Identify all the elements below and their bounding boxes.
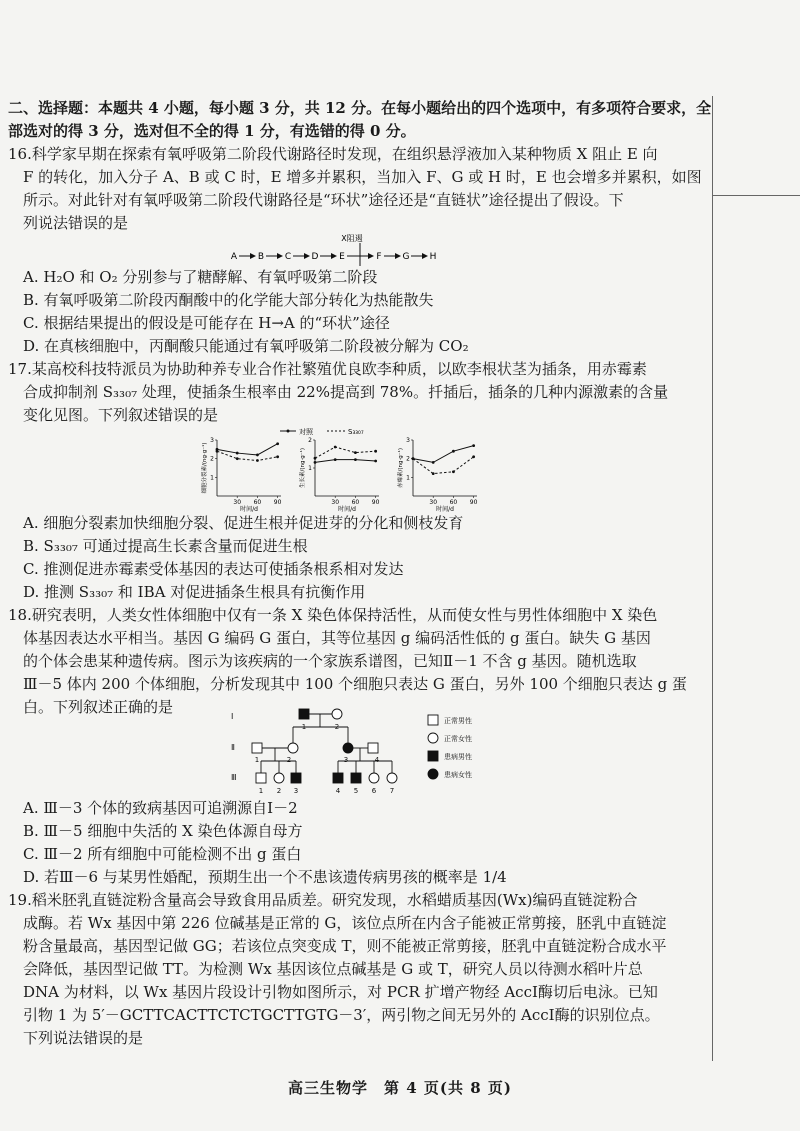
pathway-node: F [376,252,382,262]
individual-number: 2 [276,787,282,795]
pedigree-normal-female [332,709,342,719]
q17-option-b: B. S₃₃₀₇ 可通过提高生长素含量而促进生根 [23,537,308,555]
series-line-s3307 [315,447,376,458]
individual-number: 2 [286,756,292,764]
pathway-node: C [284,252,292,262]
pathway-node: G [402,252,410,262]
pathway-node: B [257,252,265,262]
x-tick-label: 90 [469,499,478,506]
margin-tick [712,195,800,196]
q18-stem-line: Ⅲ－5 体内 200 个体细胞，分析发现其中 100 个细胞只表达 G 蛋白，另外 100 个细胞只表达 g 蛋 [23,675,687,693]
data-point [452,450,455,453]
legend-label: 患病男性 [444,753,472,761]
legend-marker [287,430,290,433]
data-point [432,461,435,464]
data-point [334,458,337,461]
q18-option-c: C. Ⅲ－2 所有细胞中可能检测不出 g 蛋白 [23,845,302,863]
section-heading-line1: 二、选择题：本题共 4 小题，每小题 3 分，共 12 分。在每小题给出的四个选项中，有多项符合要求，全 [8,99,712,117]
x-tick-label: 90 [273,499,282,506]
data-point [412,457,415,460]
legend-label: 正常女性 [444,735,472,743]
pedigree-normal-male [368,743,378,753]
pedigree-affected-male [333,773,343,783]
q17-option-c: C. 推测促进赤霉素受体基因的表达可使插条根系相对发达 [23,560,404,578]
pedigree-normal-female [274,773,284,783]
pathway-node: A [230,252,238,262]
x-tick-label: 60 [351,499,360,506]
data-point [314,461,317,464]
series-line-s3307 [413,457,474,474]
hormone-charts [195,426,495,512]
series-line-control [413,446,474,463]
data-point [472,455,475,458]
data-point [472,444,475,447]
margin-rule [712,96,713,1061]
chart-legend [280,427,364,436]
individual-number: 3 [293,787,299,795]
q16-option-d: D. 在真核细胞中，丙酮酸只能通过有氧呼吸第二阶段被分解为 CO₂ [23,337,469,355]
individual-number: 5 [353,787,359,795]
individual-number: 4 [335,787,341,795]
q19-stem-line: 成酶。若 Wx 基因中第 226 位碱基是正常的 G，该位点所在内含子能被正常剪接，胚乳中直链淀 [23,914,667,932]
y-tick-label: 1 [210,474,214,482]
q17-option-a: A. 细胞分裂素加快细胞分裂、促进生根并促进芽的分化和侧枝发育 [23,514,464,532]
q16-option-a: A. H₂O 和 O₂ 分别参与了糖酵解、有氧呼吸第二阶段 [23,268,378,286]
pathway-node: E [339,252,345,262]
q16-option-b: B. 有氧呼吸第二阶段丙酮酸中的化学能大部分转化为热能散失 [23,291,434,309]
series-line-control [315,460,376,463]
individual-number: 1 [258,787,264,795]
q17-stem-line: 17.某高校科技特派员为协助种养专业合作社繁殖优良欧李种质，以欧李根状茎为插条，用赤霉素 [8,360,647,378]
hormone-chart-panel [298,437,380,512]
q18-option-d: D. 若Ⅲ－6 与某男性婚配，预期生出一个不患该遗传病男孩的概率是 1/4 [23,868,507,886]
pedigree-normal-female [288,743,298,753]
legend-affected-male [428,751,438,761]
data-point [374,460,377,463]
hormone-chart-panel [396,437,478,512]
data-point [256,454,259,457]
legend-label: S₃₃₀₇ [348,428,364,436]
x-axis-label: 时间/d [436,506,454,512]
q17-stem-line: 变化见图。下列叙述错误的是 [23,406,219,424]
q19-stem-line: DNA 为材料，以 Wx 基因片段设计引物如图所示，对 PCR 扩增产物经 AccⅠ酶切后电泳。已知 [23,983,658,1001]
legend-label: 正常男性 [444,717,472,725]
legend-affected-female [428,769,438,779]
data-point [236,457,239,460]
y-tick-label: 3 [210,437,214,444]
q16-stem-line: 列说法错误的是 [23,214,129,232]
q16-stem-line: 16.科学家早期在探索有氧呼吸第二阶段代谢路径时发现，在组织悬浮液加入某种物质 X 阻止 E 向 [8,145,658,163]
y-axis-label: 细胞分裂素/(ng·g⁻¹) [202,442,208,494]
y-tick-label: 1 [308,465,312,472]
series-line-control [217,444,278,455]
q19-stem-line: 19.稻米胚乳直链淀粉含量高会导致食用品质差。研究发现，水稻蜡质基因(Wx)编码直链淀粉合 [8,891,638,909]
q18-stem-line: 体基因表达水平相当。基因 G 编码 G 蛋白，其等位基因 g 编码活性低的 g 蛋白。缺失 G 基因 [23,629,651,647]
individual-number: 6 [371,787,377,795]
individual-number: 2 [334,723,340,731]
pedigree-affected-male [351,773,361,783]
q18-stem-line: 白。下列叙述正确的是 [23,698,174,716]
data-point [374,450,377,453]
pedigree-chart [225,702,490,798]
generation-label: Ⅱ [231,743,235,752]
individual-number: 1 [301,723,307,731]
pedigree-normal-female [387,773,397,783]
y-axis-label: 生长素/(ng·g⁻¹) [300,448,306,488]
data-point [354,451,357,454]
q18-option-a: A. Ⅲ－3 个体的致病基因可追溯源自Ⅰ－2 [23,799,298,817]
y-tick-label: 1 [406,474,410,482]
pathway-diagram [228,230,468,270]
pedigree-normal-male [252,743,262,753]
x-tick-label: 60 [449,499,458,506]
individual-number: 1 [254,756,260,764]
x-tick-label: 30 [233,499,242,506]
data-point [276,442,279,445]
q19-stem-line: 下列说法错误的是 [23,1029,144,1047]
generation-label: Ⅰ [231,712,234,721]
q19-stem-line: 引物 1 为 5′－GCTTCACTTCTCTGCTTGTG－3′，两引物之间无另外的 AccⅠ酶的识别位点。 [23,1006,660,1024]
y-tick-label: 3 [406,437,410,444]
individual-number: 3 [343,756,349,764]
legend-label: 患病女性 [444,771,472,779]
data-point [334,446,337,449]
legend-normal-female [428,733,438,743]
data-point [256,459,259,462]
y-tick-label: 2 [210,455,214,463]
q18-stem-line: 的个体会患某种遗传病。图示为该疾病的一个家族系谱图，已知Ⅱ－1 不含 g 基因。随机选取 [23,652,637,670]
q16-stem-line: F 的转化，加入分子 A、B 或 C 时，E 增多并累积，当加入 F、G 或 H 时，E 也会增多并累积，如图 [23,168,702,186]
hormone-chart-panel [200,437,282,512]
data-point [452,470,455,473]
q19-stem-line: 会降低，基因型记做 TT。为检测 Wx 基因该位点碱基是 G 或 T，研究人员以待测水稻叶片总 [23,960,643,978]
q17-option-d: D. 推测 S₃₃₀₇ 和 IBA 对促进插条生根具有抗衡作用 [23,583,366,601]
pedigree-affected-female [343,743,353,753]
generation-label: Ⅲ [231,773,237,782]
q16-option-c: C. 根据结果提出的假设是可能存在 H→A 的“环状”途径 [23,314,390,332]
q18-option-b: B. Ⅲ－5 细胞中失活的 X 染色体源自母方 [23,822,303,840]
data-point [276,455,279,458]
pedigree-affected-male [291,773,301,783]
section-heading-line2: 部选对的得 3 分，选对但不全的得 1 分，有选错的得 0 分。 [8,122,416,140]
series-line-s3307 [217,451,278,460]
data-point [432,472,435,475]
pathway-node: D [311,252,319,262]
pathway-node: H [429,252,437,262]
data-point [216,450,219,453]
pedigree-normal-female [369,773,379,783]
x-tick-label: 90 [371,499,380,506]
q19-stem-line: 粉含量最高，基因型记做 GG；若该位点突变成 T，则不能被正常剪接，胚乳中直链淀粉合成水平 [23,937,667,955]
legend-label: 对照 [299,428,313,436]
y-axis-label: 赤霉素/(ng·g⁻¹) [398,448,404,488]
block-label: X阻遏 [341,234,363,243]
data-point [354,458,357,461]
x-tick-label: 60 [253,499,262,506]
x-tick-label: 30 [331,499,340,506]
pedigree-normal-male [256,773,266,783]
y-tick-label: 2 [406,455,410,463]
q17-stem-line: 合成抑制剂 S₃₃₀₇ 处理，使插条生根率由 22%提高到 78%。扦插后，插条的几种内源激素的含量 [23,383,669,401]
individual-number: 7 [389,787,395,795]
y-tick-label: 2 [308,437,312,444]
page-footer: 高三生物学 第 4 页(共 8 页) [288,1079,512,1097]
legend-normal-male [428,715,438,725]
x-axis-label: 时间/d [338,506,356,512]
q16-stem-line: 所示。对此针对有氧呼吸第二阶段代谢路径是“环状”途径还是“直链状”途径提出了假设。下 [23,191,624,209]
individual-number: 4 [374,756,380,764]
x-tick-label: 30 [429,499,438,506]
x-axis-label: 时间/d [240,506,258,512]
pedigree-affected-male [299,709,309,719]
data-point [236,452,239,455]
data-point [314,457,317,460]
q18-stem-line: 18.研究表明，人类女性体细胞中仅有一条 X 染色体保持活性，从而使女性与男性体细胞中 X 染色 [8,606,658,624]
